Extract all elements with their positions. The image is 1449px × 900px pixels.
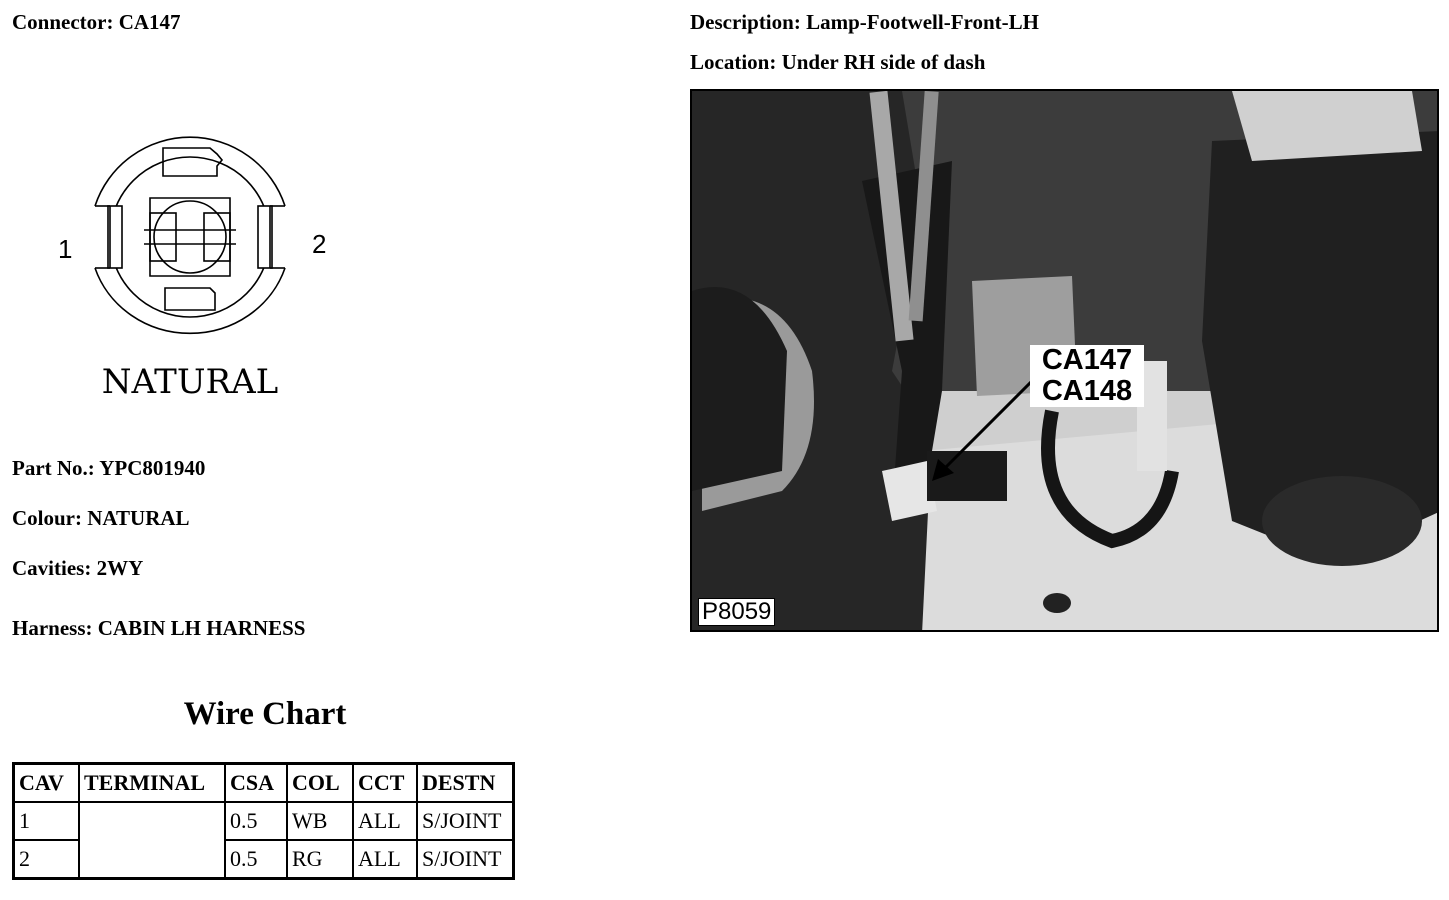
table-row (14, 802, 514, 840)
wire-chart-title: Wire Chart (183, 696, 347, 732)
cell-cav: 1 (14, 802, 80, 840)
part-number-field: Part No.: YPC801940 (12, 456, 206, 480)
connector-center-body (150, 198, 230, 276)
cell-col: WB (287, 802, 353, 840)
callout-line-2: CA148 (1041, 375, 1133, 407)
cell-csa: 0.5 (225, 802, 287, 840)
column-header-terminal: TERMINAL (79, 764, 225, 803)
cell-terminal (79, 802, 225, 879)
callout-line-1: CA147 (1041, 344, 1133, 376)
cell-col: RG (287, 840, 353, 879)
photo-code-label: P8059 (698, 598, 775, 626)
connector-diagram (40, 118, 350, 408)
cell-csa: 0.5 (225, 840, 287, 879)
column-header-cav: CAV (14, 764, 80, 803)
column-header-col: COL (287, 764, 353, 803)
description-field: Description: Lamp-Footwell-Front-LH (690, 10, 1039, 34)
connector-colour-label: NATURAL (101, 362, 279, 402)
column-header-csa: CSA (225, 764, 287, 803)
connector-inner-circle (110, 157, 270, 317)
table-header-row (14, 764, 514, 803)
wire-chart-table (12, 762, 515, 880)
colour-field: Colour: NATURAL (12, 506, 190, 530)
column-header-destn: DESTN (417, 764, 514, 803)
connector-bottom-key (165, 288, 215, 310)
cavities-field: Cavities: 2WY (12, 556, 144, 580)
pin-label-2: 2 (312, 229, 327, 259)
cell-cav: 2 (14, 840, 80, 879)
connector-field: Connector: CA147 (12, 10, 181, 34)
column-header-cct: CCT (353, 764, 417, 803)
photo-callout-label (1030, 345, 1144, 407)
pin-label-1: 1 (58, 234, 73, 264)
connector-top-key (163, 148, 222, 176)
connector-outer-bottom-arc (95, 268, 285, 333)
cell-destn: S/JOINT (417, 840, 514, 879)
cell-destn: S/JOINT (417, 802, 514, 840)
location-field: Location: Under RH side of dash (690, 50, 986, 74)
cell-cct: ALL (353, 840, 417, 879)
harness-field: Harness: CABIN LH HARNESS (12, 616, 306, 640)
cell-cct: ALL (353, 802, 417, 840)
